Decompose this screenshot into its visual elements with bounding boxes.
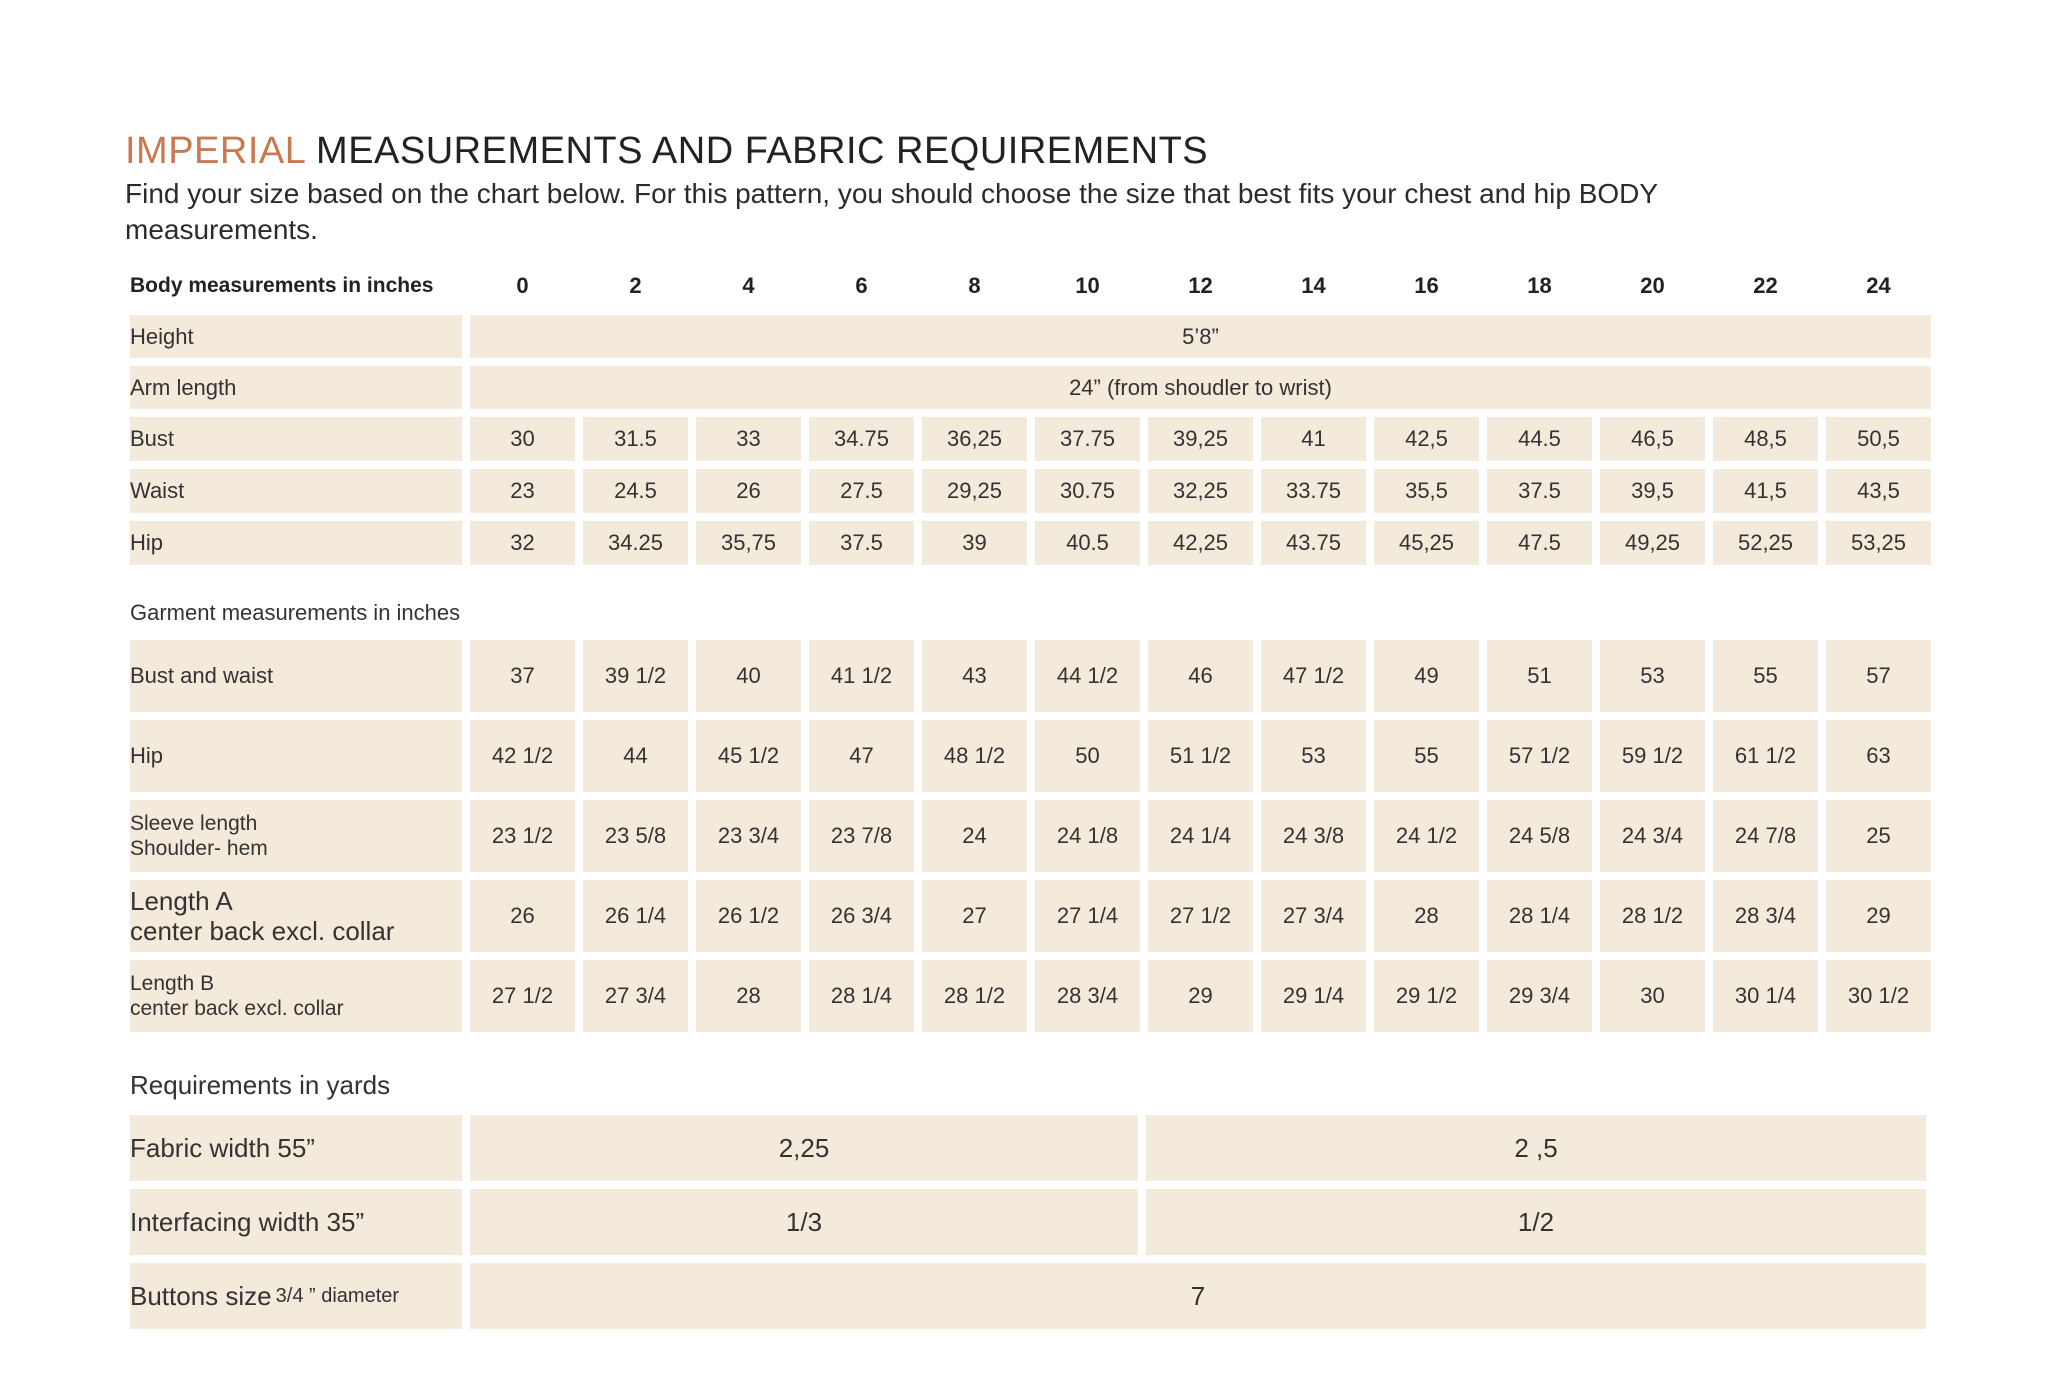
garment-cell: 28 1/4 xyxy=(809,960,914,1032)
requirements-table xyxy=(130,1115,1926,1329)
garment-cell: 61 1/2 xyxy=(1713,720,1818,792)
size-header: 8 xyxy=(968,273,981,298)
garment-cell: 47 xyxy=(809,720,914,792)
body-cell: 24.5 xyxy=(583,469,688,513)
size-header: 0 xyxy=(516,273,529,298)
garment-cell: 47 1/2 xyxy=(1261,640,1366,712)
garment-cell: 51 xyxy=(1487,640,1592,712)
garment-cell: 26 1/4 xyxy=(583,880,688,952)
interfacing-label: Interfacing width 35” xyxy=(130,1189,462,1255)
garment-row-label-text xyxy=(130,886,394,946)
body-cell: 30 xyxy=(470,417,575,461)
garment-cell: 46 xyxy=(1148,640,1253,712)
fabric-value-small: 2,25 xyxy=(470,1115,1138,1181)
garment-row-label xyxy=(130,960,462,1032)
garment-cell: 28 1/2 xyxy=(922,960,1027,1032)
size-header: 2 xyxy=(629,273,642,298)
body-cell: 31.5 xyxy=(583,417,688,461)
garment-cell: 41 1/2 xyxy=(809,640,914,712)
title-rest: MEASUREMENTS AND FABRIC REQUIREMENTS xyxy=(304,130,1209,172)
body-cell: 37.5 xyxy=(809,521,914,565)
garment-row-label xyxy=(130,880,462,952)
body-cell: 50,5 xyxy=(1826,417,1931,461)
arm-length-label: Arm length xyxy=(130,366,462,409)
buttons-value: 7 xyxy=(470,1263,1926,1329)
interfacing-value-small: 1/3 xyxy=(470,1189,1138,1255)
body-cell: 42,25 xyxy=(1148,521,1253,565)
garment-cell: 29 1/4 xyxy=(1261,960,1366,1032)
body-cell: 52,25 xyxy=(1713,521,1818,565)
intro-text: Find your size based on the chart below. For this pattern, you should choose the size that best fits your chest and hip BODY measurements. xyxy=(125,178,1658,245)
body-row-label: Waist xyxy=(130,469,462,513)
garment-cell: 55 xyxy=(1713,640,1818,712)
garment-section-label: Garment measurements in inches xyxy=(130,600,461,625)
garment-cell: 28 3/4 xyxy=(1035,960,1140,1032)
body-row-label: Hip xyxy=(130,521,462,565)
size-header: 22 xyxy=(1753,273,1778,298)
garment-cell: 48 1/2 xyxy=(922,720,1027,792)
body-cell: 44.5 xyxy=(1487,417,1592,461)
garment-cell: 23 3/4 xyxy=(696,800,801,872)
size-header: 4 xyxy=(742,273,755,298)
garment-cell: 40 xyxy=(696,640,801,712)
garment-cell: 28 3/4 xyxy=(1713,880,1818,952)
body-cell: 48,5 xyxy=(1713,417,1818,461)
body-cell: 35,5 xyxy=(1374,469,1479,513)
buttons-label-text: Buttons size xyxy=(130,1281,272,1311)
garment-cell: 27 3/4 xyxy=(583,960,688,1032)
garment-cell: 55 xyxy=(1374,720,1479,792)
garment-cell: 29 xyxy=(1148,960,1253,1032)
garment-cell: 27 1/2 xyxy=(1148,880,1253,952)
garment-row-label-line2: center back excl. collar xyxy=(130,997,344,1020)
garment-cell: 30 xyxy=(1600,960,1705,1032)
garment-cell: 53 xyxy=(1600,640,1705,712)
garment-cell: 51 1/2 xyxy=(1148,720,1253,792)
garment-cell: 24 7/8 xyxy=(1713,800,1818,872)
garment-row-label-line2: Shoulder- hem xyxy=(130,837,268,860)
garment-cell: 24 3/8 xyxy=(1261,800,1366,872)
size-header: 6 xyxy=(855,273,868,298)
height-label: Height xyxy=(130,315,462,358)
garment-cell: 37 xyxy=(470,640,575,712)
body-cell: 34.25 xyxy=(583,521,688,565)
garment-cell: 27 1/2 xyxy=(470,960,575,1032)
body-cell: 30.75 xyxy=(1035,469,1140,513)
body-cell: 49,25 xyxy=(1600,521,1705,565)
garment-cell: 27 1/4 xyxy=(1035,880,1140,952)
body-cell: 53,25 xyxy=(1826,521,1931,565)
size-header: 16 xyxy=(1414,273,1439,298)
garment-cell: 44 xyxy=(583,720,688,792)
garment-row-label-line1: Length B xyxy=(130,972,215,995)
body-cell: 41,5 xyxy=(1713,469,1818,513)
body-cell: 46,5 xyxy=(1600,417,1705,461)
body-cell: 42,5 xyxy=(1374,417,1479,461)
body-cell: 32,25 xyxy=(1148,469,1253,513)
body-header-label: Body measurements in inches xyxy=(130,274,434,297)
garment-cell: 28 1/4 xyxy=(1487,880,1592,952)
buttons-label xyxy=(130,1263,462,1329)
body-cell: 47.5 xyxy=(1487,521,1592,565)
size-header: 20 xyxy=(1640,273,1665,298)
size-header: 12 xyxy=(1188,273,1213,298)
body-cell: 39,25 xyxy=(1148,417,1253,461)
garment-row-label-line1: Bust and waist xyxy=(130,663,274,688)
garment-cell: 24 5/8 xyxy=(1487,800,1592,872)
body-cell: 32 xyxy=(470,521,575,565)
size-header: 14 xyxy=(1301,273,1326,298)
body-cell: 35,75 xyxy=(696,521,801,565)
body-cell: 43.75 xyxy=(1261,521,1366,565)
body-cell: 37.75 xyxy=(1035,417,1140,461)
garment-row-label-text xyxy=(130,811,268,861)
garment-cell: 24 1/2 xyxy=(1374,800,1479,872)
garment-row-label xyxy=(130,800,462,872)
body-cell: 43,5 xyxy=(1826,469,1931,513)
body-cell: 33 xyxy=(696,417,801,461)
body-cell: 45,25 xyxy=(1374,521,1479,565)
garment-row-label-line2: center back excl. collar xyxy=(130,916,395,946)
interfacing-value-large: 1/2 xyxy=(1146,1189,1926,1255)
garment-cell: 29 xyxy=(1826,880,1931,952)
garment-cell: 57 1/2 xyxy=(1487,720,1592,792)
garment-cell: 23 7/8 xyxy=(809,800,914,872)
garment-cell: 24 xyxy=(922,800,1027,872)
garment-cell: 57 xyxy=(1826,640,1931,712)
garment-row-label-text xyxy=(130,743,163,769)
garment-cell: 44 1/2 xyxy=(1035,640,1140,712)
body-measurements-table xyxy=(130,265,1926,565)
garment-cell: 39 1/2 xyxy=(583,640,688,712)
garment-cell: 30 1/2 xyxy=(1826,960,1931,1032)
garment-cell: 45 1/2 xyxy=(696,720,801,792)
garment-cell: 26 1/2 xyxy=(696,880,801,952)
garment-cell: 24 1/8 xyxy=(1035,800,1140,872)
buttons-label-note: 3/4 ” diameter xyxy=(275,1285,400,1307)
fabric-value-large: 2 ,5 xyxy=(1146,1115,1926,1181)
garment-cell: 25 xyxy=(1826,800,1931,872)
garment-cell: 26 3/4 xyxy=(809,880,914,952)
garment-cell: 50 xyxy=(1035,720,1140,792)
fabric-label: Fabric width 55” xyxy=(130,1115,462,1181)
body-cell: 37.5 xyxy=(1487,469,1592,513)
size-header: 10 xyxy=(1075,273,1100,298)
garment-row-label-text xyxy=(130,971,344,1021)
garment-cell: 63 xyxy=(1826,720,1931,792)
garment-cell: 59 1/2 xyxy=(1600,720,1705,792)
body-cell: 36,25 xyxy=(922,417,1027,461)
garment-row-label xyxy=(130,720,462,792)
arm-length-value: 24” (from shoudler to wrist) xyxy=(470,366,1931,409)
garment-cell: 28 1/2 xyxy=(1600,880,1705,952)
garment-cell: 29 1/2 xyxy=(1374,960,1479,1032)
garment-cell: 27 3/4 xyxy=(1261,880,1366,952)
size-header: 18 xyxy=(1527,273,1552,298)
garment-cell: 27 xyxy=(922,880,1027,952)
garment-cell: 24 1/4 xyxy=(1148,800,1253,872)
garment-cell: 24 3/4 xyxy=(1600,800,1705,872)
garment-cell: 42 1/2 xyxy=(470,720,575,792)
garment-measurements-table xyxy=(130,640,1926,1032)
garment-row-label-line1: Sleeve length xyxy=(130,812,258,835)
garment-row-label-line1: Length A xyxy=(130,886,233,916)
garment-cell: 43 xyxy=(922,640,1027,712)
garment-cell: 23 1/2 xyxy=(470,800,575,872)
size-header: 24 xyxy=(1866,273,1891,298)
garment-cell: 30 1/4 xyxy=(1713,960,1818,1032)
garment-row-label-text xyxy=(130,663,273,689)
garment-cell: 26 xyxy=(470,880,575,952)
body-cell: 41 xyxy=(1261,417,1366,461)
body-cell: 23 xyxy=(470,469,575,513)
body-cell: 26 xyxy=(696,469,801,513)
body-cell: 39,5 xyxy=(1600,469,1705,513)
garment-row-label-line1: Hip xyxy=(130,743,164,768)
garment-cell: 23 5/8 xyxy=(583,800,688,872)
garment-row-label xyxy=(130,640,462,712)
page-title xyxy=(125,130,1208,173)
garment-cell: 53 xyxy=(1261,720,1366,792)
body-cell: 34.75 xyxy=(809,417,914,461)
body-row-label: Bust xyxy=(130,417,462,461)
garment-cell: 28 xyxy=(1374,880,1479,952)
body-cell: 33.75 xyxy=(1261,469,1366,513)
garment-cell: 29 3/4 xyxy=(1487,960,1592,1032)
height-value: 5’8” xyxy=(470,315,1931,358)
body-cell: 29,25 xyxy=(922,469,1027,513)
body-cell: 40.5 xyxy=(1035,521,1140,565)
title-accent: IMPERIAL xyxy=(125,130,305,172)
requirements-section-label: Requirements in yards xyxy=(130,1070,391,1100)
garment-cell: 28 xyxy=(696,960,801,1032)
body-cell: 27.5 xyxy=(809,469,914,513)
garment-cell: 49 xyxy=(1374,640,1479,712)
body-cell: 39 xyxy=(922,521,1027,565)
